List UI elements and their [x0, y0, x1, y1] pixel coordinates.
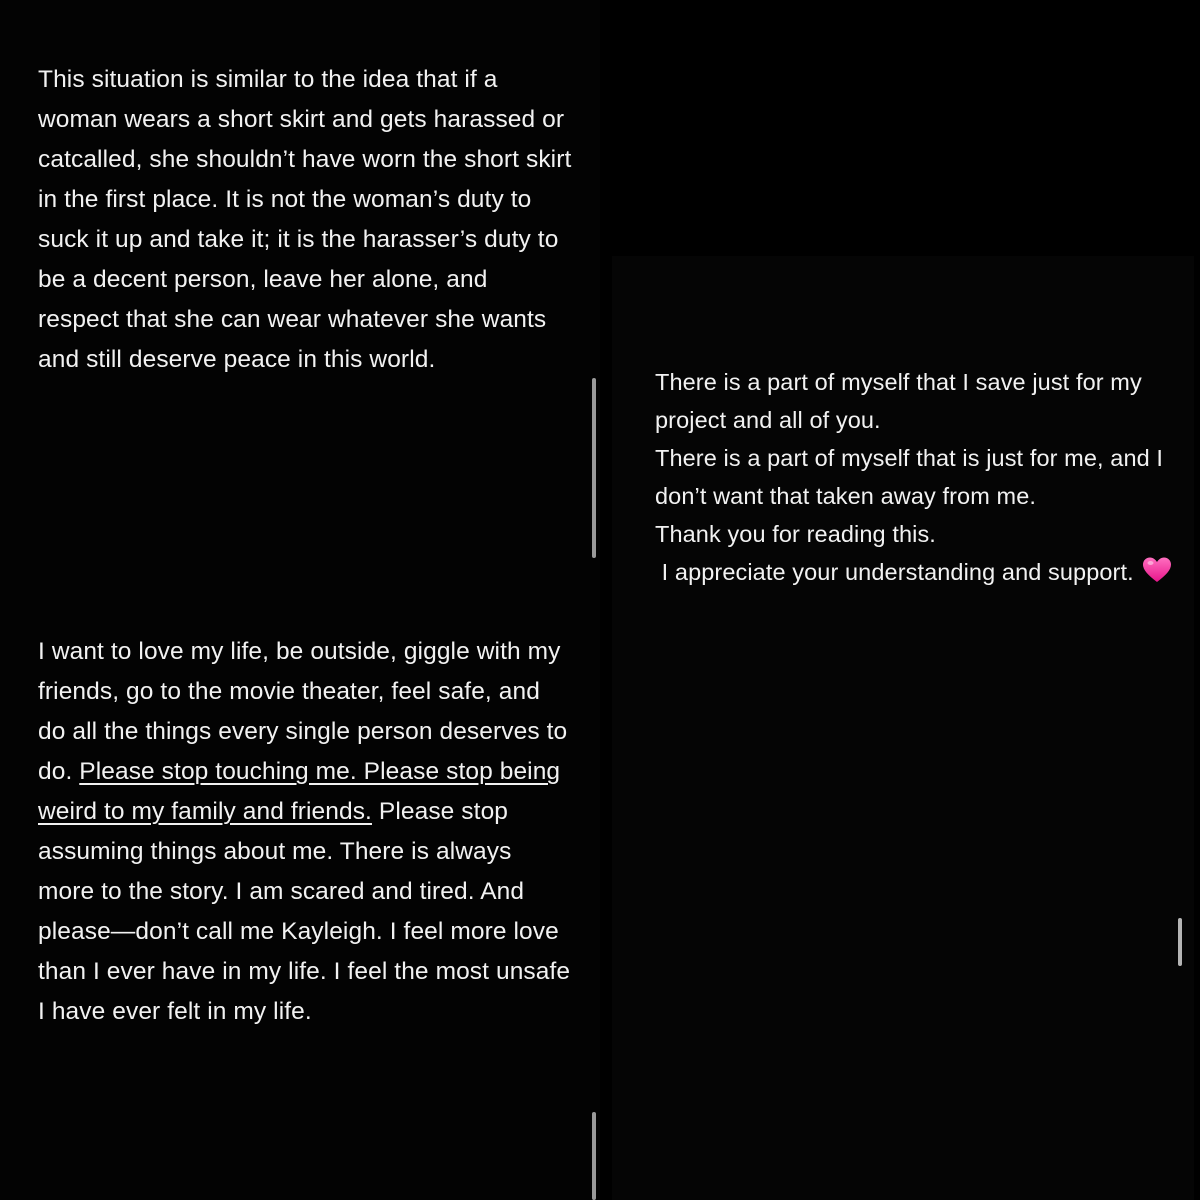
note-paragraph-1: This situation is similar to the idea that if a woman wears a short skirt and gets harassed or catcalled, she shouldn’t have worn the short skirt in the first place. It is not the woman’s duty to suck it up and take it; it is the harasser’s duty to be a decent person, leave her alone, and respect that she can wear whatever she wants and still deserve peace in this world.	[38, 66, 572, 373]
note-paragraph-2-end: Please stop assuming things about me. There is always more to the story. I am scared and tired. And please—don’t call me Kayleigh. I feel more love than I ever have in my life. I feel the most unsafe I have ever felt in my life.	[38, 798, 571, 1025]
note-paragraph-2-start: I want to love my life, be outside, giggle with my friends, go to the movie theater, feel safe, and do all the things every single person deserves to do.	[38, 638, 568, 785]
note-line-4	[655, 553, 1185, 595]
note-paragraph-3	[655, 363, 1185, 595]
left-scrollbar-bottom[interactable]	[592, 1112, 596, 1200]
note-line-1: There is a part of myself that I save just for my project and all of you.	[655, 369, 1142, 433]
note-line-2: There is a part of myself that is just for me, and I don’t want that taken away from me.	[655, 445, 1164, 509]
note-paragraph-2-underlined: Please stop touching me. Please stop being weird to my family and friends.	[38, 758, 561, 825]
note-paragraph-2	[38, 632, 573, 1032]
note-line-3: Thank you for reading this.	[655, 521, 936, 547]
left-scrollbar-top[interactable]	[592, 378, 596, 558]
note-line-4-text: I appreciate your understanding and support.	[655, 559, 1141, 585]
right-scrollbar[interactable]	[1178, 918, 1182, 966]
pink-heart-icon	[1142, 556, 1172, 595]
